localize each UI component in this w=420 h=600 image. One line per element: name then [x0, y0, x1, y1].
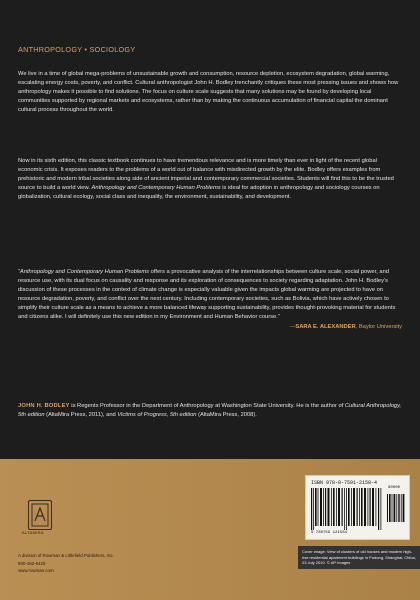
attribution-affiliation: , Baylor University	[355, 323, 402, 330]
isbn-text: ISBN 978-0-7591-2158-4	[311, 480, 378, 486]
paragraph-2-text: Now in its sixth edition, this classic textbook continues to have tremendous relevance and is more timely than ever in light of the recent global economic crisis. It exposes readers to the problems of a world out of balance with misdirected growth by the elite. Bodley offers examples from prehistoric and modern tribal societies along side of ancient imperial and contemporary commercial societies. Students will find this to be the trusted source to build a world view.	[18, 158, 394, 192]
isbn-barcode-box	[305, 475, 410, 540]
price-code: 90000	[388, 486, 401, 490]
author-bio-text-1: is Regents Professor in the Department of Anthropology at Washington State University. He is the author of	[71, 403, 344, 409]
attribution-name: SARA E. ALEXANDER	[295, 323, 356, 330]
quote-text: offers a provocative analysis of the interrelationships between culture scale, social power, and resource use, with its dual focus on causality and response and its exploration of consequences to society regarding adaptation. John H. Bodley’s discussion of these processes in the context of climate change is especially valuable given the impacts global warming are projected to have on resource degradation, poverty, and conflict over the next century. Including contemporary societies, such as Bolivia, which have actively chosen to simplify their culture scale as a means to achieve a more balanced lifeway supporting sustainability, provides thought-provoking material for students and citizens alike. I will definitely use this new edition in my Environment and Human Behavior course.”	[18, 269, 396, 321]
barcode-icon	[311, 488, 383, 530]
author-name: JOHN H. BODLEY	[18, 403, 70, 409]
publisher-info	[18, 552, 114, 575]
cover-image-caption: Cover image: View of clusters of old houses and modern high-rise residential apartment buildings in Pudong, Shanghai, China, 23 July 2010. © AP Images	[298, 546, 420, 569]
author-book-1: Cultural Anthropology, 5th edition	[18, 403, 402, 419]
attribution-dash: —	[289, 323, 296, 330]
barcode-number: 9 780759 121584	[311, 531, 348, 535]
publisher-phone: 800-462-6420	[18, 560, 46, 566]
quote-attribution	[18, 323, 402, 332]
author-book-2: Victims of Progress, 5th edition	[117, 412, 197, 419]
publisher-logo-icon	[28, 500, 52, 530]
paragraph-2-end: is ideal for adoption in anthropology and sociology courses on globalization, cultural ecology, social class and inequality, the environment, sustainability, and development.	[18, 185, 380, 201]
author-bio-text-3: (AltaMira Press, 2008).	[198, 412, 257, 419]
endorsement-quote	[18, 268, 402, 332]
author-bio	[18, 402, 402, 420]
book-title-italic: Anthropology and Contemporary Human Problems	[91, 185, 221, 192]
publisher-website: www.rowman.com	[18, 568, 54, 573]
publisher-line-1: A division of Rowman & Littlefield Publishers, Inc.	[18, 553, 114, 558]
price-barcode-icon	[387, 494, 405, 522]
quote-book-title: Anthropology and Contemporary Human Problems	[19, 269, 150, 275]
category-label: ANTHROPOLOGY • SOCIOLOGY	[18, 45, 136, 54]
author-bio-text-2: (AltaMira Press, 2011), and	[46, 412, 116, 419]
quote-open: “	[18, 269, 20, 275]
publisher-logo-text: ALTAMIRA	[22, 530, 44, 535]
description-paragraph-1: We live in a time of global mega-problems of unsustainable growth and consumption, resource depletion, ecosystem degradation, global warming, escalating energy costs, poverty, and conflict. Cultural anthropologist John H. Bodley trenchantly critiques these most pressing issues and shows how anthropology makes it possible to find solutions. The focus on culture scale suggests that many solutions may be found by developing local communities supported by regional markets and ecosystems, rather than by making the continuous accumulation of financial capital the dominant cultural process throughout the world.	[18, 71, 399, 114]
description-paragraph-2	[18, 157, 402, 202]
